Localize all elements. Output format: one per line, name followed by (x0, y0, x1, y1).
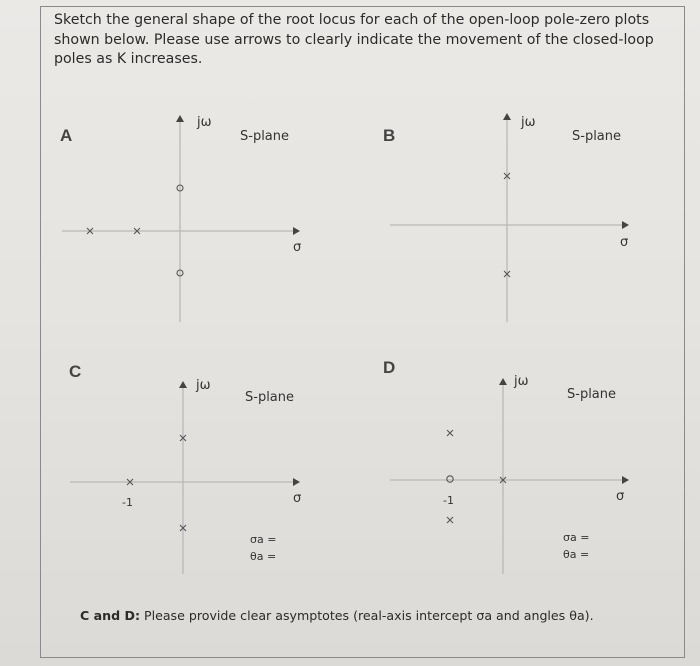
plot-d-jw-label: jω (514, 374, 529, 389)
plot-c-tick-label: -1 (122, 496, 133, 509)
plot-c-real-arrow-icon (293, 478, 300, 486)
plot-b-label: B (383, 126, 396, 145)
plot-a-label: A (60, 126, 73, 145)
plot-b-real-arrow-icon (622, 221, 629, 229)
plot-b-sigma-label: σ (620, 235, 629, 250)
plot-b-imag-arrow-icon (503, 113, 511, 120)
plot-d-theta-a: θa = (563, 548, 590, 561)
plot-c-sigma-a: σa = (250, 533, 277, 546)
footnote-text: Please provide clear asymptotes (real-axis intercept σa and angles θa). (139, 608, 594, 623)
plot-c-jw-label: jω (196, 378, 211, 393)
plot-b-splane-label: S-plane (572, 129, 622, 144)
plot-d-splane-label: S-plane (567, 387, 617, 402)
plot-d-label: D (383, 358, 396, 377)
plot-d-sigma-a: σa = (563, 531, 590, 544)
footnote (80, 608, 680, 623)
plot-a-splane-label: S-plane (240, 129, 290, 144)
plot-c-label: C (69, 362, 82, 381)
plot-b (383, 113, 629, 322)
plot-a-sigma-label: σ (293, 240, 302, 255)
plot-d-tick-label: -1 (443, 494, 454, 507)
plot-d-pole-upper (447, 430, 453, 436)
plot-b-jw-label: jω (521, 115, 536, 130)
plot-d-pole-lower (447, 517, 453, 523)
footnote-bold: C and D: (80, 608, 140, 623)
plot-d-zero (447, 476, 453, 482)
plot-d-real-arrow-icon (622, 476, 629, 484)
plot-d-sigma-label: σ (616, 489, 625, 504)
plot-a-real-arrow-icon (293, 227, 300, 235)
plot-a (60, 115, 301, 322)
plot-d (383, 358, 629, 574)
plot-c (69, 362, 301, 574)
plot-c-theta-a: θa = (250, 550, 277, 563)
instructions-text: Sketch the general shape of the root locus for each of the open-loop pole-zero plots shown below. Please use arrows to clearly indicate the movement of the closed-loop poles as K increases. (54, 12, 654, 67)
plot-a-imag-arrow-icon (176, 115, 184, 122)
plot-c-imag-arrow-icon (179, 381, 187, 388)
plot-d-imag-arrow-icon (499, 378, 507, 385)
plot-c-sigma-label: σ (293, 491, 302, 506)
plot-a-jw-label: jω (197, 115, 212, 130)
plot-c-splane-label: S-plane (245, 390, 295, 405)
